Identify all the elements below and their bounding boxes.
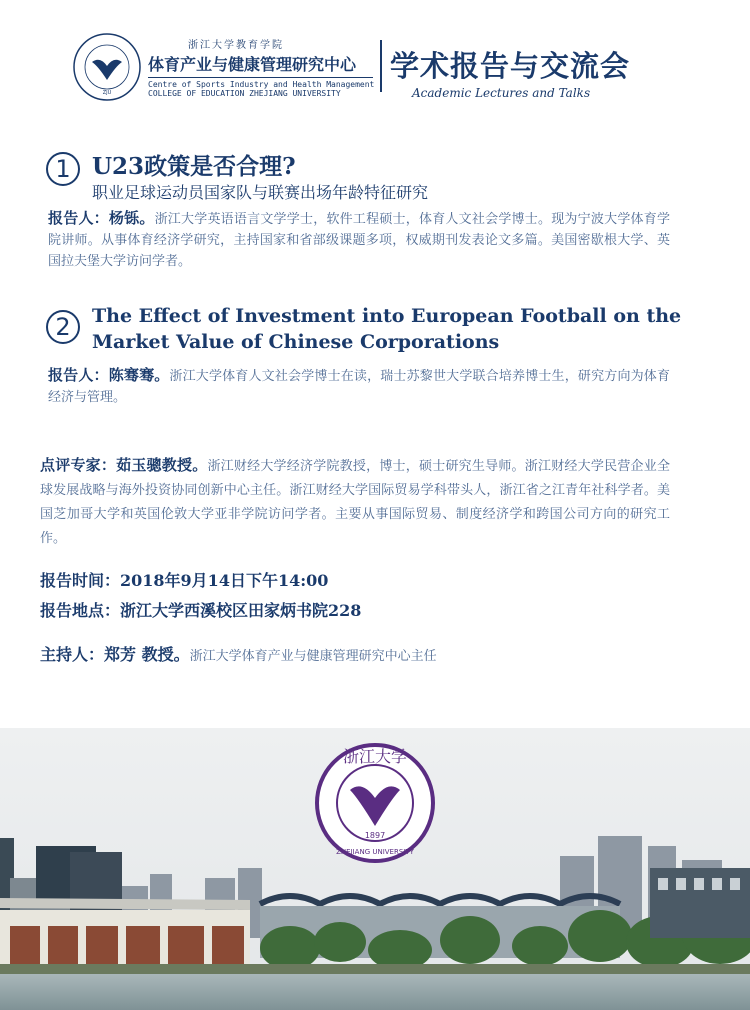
- reviewer-bio: 浙江财经大学经济学院教授，博士，硕士研究生导师。浙江财经大学民营企业全球发展战略与海外投资协同创新中心主任。浙江财经大学国际贸易学科带头人，浙江省之江青年社科学者。美国芝加哥大学和英国伦敦大学亚非学院访问学者。主要从事国际贸易、制度经济学和跨国公司方向的研究工作。: [40, 459, 670, 546]
- reviewer-label: 点评专家：茹玉骢教授。: [40, 456, 208, 474]
- talk1-title: U23政策是否合理?: [92, 153, 296, 180]
- host-bio: 浙江大学体育产业与健康管理研究中心主任: [189, 649, 437, 664]
- event-place-value: 浙江大学西溪校区田家炳书院228: [120, 601, 362, 620]
- talk2-speaker-label: 报告人：陈骞骞。: [48, 366, 170, 384]
- talk1-speaker-label: 报告人：杨铄。: [48, 209, 155, 227]
- host-label: 主持人：郑芳 教授。: [40, 645, 190, 664]
- talk2-speaker-bio: 浙江大学体育人文社会学博士在读，瑞士苏黎世大学联合培养博士生，研究方向为体育经济与管理。: [48, 369, 670, 405]
- event-title-cn: 学术报告与交流会: [390, 49, 631, 83]
- zju-purple-seal: [317, 745, 433, 861]
- svg-text:ZJU: ZJU: [102, 90, 112, 96]
- zju-seal-logo: [72, 32, 142, 102]
- talk1-speaker-bio: 浙江大学英语语言文学学士，软件工程硕士，体育人文社会学博士。现为宁波大学体育学院讲师。从事体育经济学研究，主持国家和省部级课题多项，权威期刊发表论文多篇。美国密歇根大学、英国拉夫堡大学访问学者。: [48, 212, 670, 269]
- host-block: [40, 642, 437, 665]
- event-time-label: 报告时间：: [40, 571, 121, 590]
- reviewer-block: [40, 453, 670, 551]
- center-name-cn: 体育产业与健康管理研究中心: [148, 55, 357, 74]
- college-en: COLLEGE OF EDUCATION ZHEJIANG UNIVERSITY: [148, 89, 341, 98]
- center-name-en: Centre of Sports Industry and Health Management: [148, 80, 375, 89]
- event-title-en: Academic Lectures and Talks: [412, 86, 591, 100]
- talk2-title: The Effect of Investment into European Football on the Market Value of Chinese Corporations: [92, 305, 682, 353]
- seal-text: 浙江大学: [342, 747, 408, 766]
- campus-photo: [0, 728, 750, 1010]
- talk1-number: 1: [46, 152, 80, 186]
- event-place: [40, 598, 361, 621]
- event-place-label: 报告地点：: [40, 601, 121, 620]
- header-rule: [148, 77, 373, 78]
- talk1-subtitle: 职业足球运动员国家队与联赛出场年龄特征研究: [92, 183, 429, 202]
- school-small: 浙江大学教育学院: [188, 40, 284, 51]
- event-time-value: 2018年9月14日下午14:00: [120, 571, 329, 590]
- talk1-speaker: [48, 208, 670, 272]
- seal-en: ZHEJIANG UNIVERSITY: [336, 848, 414, 856]
- seal-year: 1897: [364, 831, 386, 840]
- talk2-number: 2: [46, 310, 80, 344]
- talk2-speaker: [48, 365, 670, 408]
- event-time: [40, 568, 328, 591]
- header-divider: [380, 40, 382, 92]
- header-center-block: [148, 36, 378, 98]
